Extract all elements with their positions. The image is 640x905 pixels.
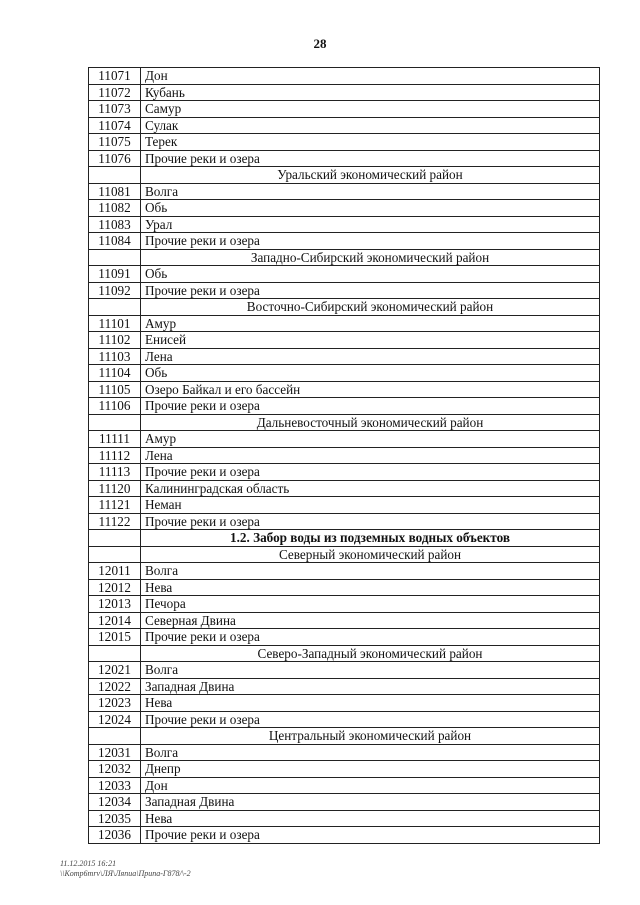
name-cell: Неман	[141, 497, 600, 514]
code-cell: 11075	[89, 134, 141, 151]
name-cell: Обь	[141, 200, 600, 217]
footer-timestamp: 11.12.2015 16:21	[60, 859, 117, 868]
table-row	[89, 233, 600, 250]
footer-file-path: \\Komp6mrv\ЛЯ\Ляпиа\Припа-Г878/\-2	[60, 869, 191, 878]
table-row	[89, 464, 600, 481]
region-header: Северный экономический район	[141, 546, 600, 563]
table-row	[89, 216, 600, 233]
empty-code-cell	[89, 546, 141, 563]
table-row	[89, 777, 600, 794]
table-row	[89, 447, 600, 464]
code-cell: 12036	[89, 827, 141, 844]
code-cell: 12011	[89, 563, 141, 580]
name-cell: Терек	[141, 134, 600, 151]
code-cell: 11074	[89, 117, 141, 134]
name-cell: Обь	[141, 365, 600, 382]
table-row	[89, 150, 600, 167]
table-title-row	[89, 530, 600, 547]
region-header: Восточно-Сибирский экономический район	[141, 299, 600, 316]
code-cell: 12024	[89, 711, 141, 728]
code-cell: 11106	[89, 398, 141, 415]
code-cell: 11102	[89, 332, 141, 349]
table-row	[89, 810, 600, 827]
name-cell: Енисей	[141, 332, 600, 349]
name-cell: Прочие реки и озера	[141, 398, 600, 415]
water-body-code-table	[88, 67, 600, 844]
table-row	[89, 513, 600, 530]
table-row	[89, 365, 600, 382]
name-cell: Самур	[141, 101, 600, 118]
region-header-row	[89, 299, 600, 316]
table-row	[89, 827, 600, 844]
name-cell: Волга	[141, 183, 600, 200]
table-row	[89, 497, 600, 514]
name-cell: Урал	[141, 216, 600, 233]
region-header-row	[89, 728, 600, 745]
code-cell: 11071	[89, 68, 141, 85]
name-cell: Озеро Байкал и его бассейн	[141, 381, 600, 398]
code-cell: 11082	[89, 200, 141, 217]
code-cell: 12022	[89, 678, 141, 695]
name-cell: Сулак	[141, 117, 600, 134]
name-cell: Нева	[141, 695, 600, 712]
table-row	[89, 282, 600, 299]
code-cell: 11103	[89, 348, 141, 365]
region-header: Уральский экономический район	[141, 167, 600, 184]
table-row	[89, 678, 600, 695]
code-cell: 11081	[89, 183, 141, 200]
table-row	[89, 596, 600, 613]
empty-code-cell	[89, 299, 141, 316]
table-row	[89, 183, 600, 200]
code-cell: 11073	[89, 101, 141, 118]
table-body	[89, 68, 600, 844]
name-cell: Волга	[141, 662, 600, 679]
name-cell: Прочие реки и озера	[141, 150, 600, 167]
table-row	[89, 695, 600, 712]
name-cell: Амур	[141, 431, 600, 448]
table-row	[89, 101, 600, 118]
code-cell: 12033	[89, 777, 141, 794]
code-cell: 11105	[89, 381, 141, 398]
code-cell: 12023	[89, 695, 141, 712]
name-cell: Прочие реки и озера	[141, 513, 600, 530]
region-header-row	[89, 645, 600, 662]
table-row	[89, 761, 600, 778]
code-cell: 11121	[89, 497, 141, 514]
name-cell: Днепр	[141, 761, 600, 778]
table-row	[89, 662, 600, 679]
document-footer	[60, 859, 191, 879]
region-header-row	[89, 546, 600, 563]
table-row	[89, 381, 600, 398]
code-cell: 11104	[89, 365, 141, 382]
table-row	[89, 84, 600, 101]
code-cell: 11113	[89, 464, 141, 481]
table-row	[89, 744, 600, 761]
name-cell: Обь	[141, 266, 600, 283]
code-cell: 11091	[89, 266, 141, 283]
table-row	[89, 563, 600, 580]
code-cell: 12031	[89, 744, 141, 761]
region-header: Центральный экономический район	[141, 728, 600, 745]
code-cell: 11101	[89, 315, 141, 332]
empty-code-cell	[89, 530, 141, 547]
table-row	[89, 315, 600, 332]
table-row	[89, 348, 600, 365]
name-cell: Лена	[141, 447, 600, 464]
table-row	[89, 117, 600, 134]
name-cell: Прочие реки и озера	[141, 282, 600, 299]
table-row	[89, 134, 600, 151]
table-row	[89, 629, 600, 646]
name-cell: Волга	[141, 563, 600, 580]
code-cell: 12015	[89, 629, 141, 646]
name-cell: Прочие реки и озера	[141, 827, 600, 844]
code-cell: 11072	[89, 84, 141, 101]
name-cell: Волга	[141, 744, 600, 761]
code-cell: 11092	[89, 282, 141, 299]
table-row	[89, 266, 600, 283]
code-cell: 12032	[89, 761, 141, 778]
name-cell: Калининградская область	[141, 480, 600, 497]
table-row	[89, 711, 600, 728]
page-number: 28	[313, 36, 327, 51]
name-cell: Северная Двина	[141, 612, 600, 629]
table-row	[89, 480, 600, 497]
name-cell: Печора	[141, 596, 600, 613]
name-cell: Нева	[141, 810, 600, 827]
name-cell: Западная Двина	[141, 678, 600, 695]
name-cell: Прочие реки и озера	[141, 711, 600, 728]
section-title: 1.2. Забор воды из подземных водных объектов	[141, 530, 600, 547]
name-cell: Лена	[141, 348, 600, 365]
table-row	[89, 200, 600, 217]
code-cell: 11122	[89, 513, 141, 530]
code-cell: 12034	[89, 794, 141, 811]
code-cell: 11084	[89, 233, 141, 250]
code-cell: 12012	[89, 579, 141, 596]
region-header-row	[89, 414, 600, 431]
name-cell: Прочие реки и озера	[141, 233, 600, 250]
region-header-row	[89, 167, 600, 184]
name-cell: Прочие реки и озера	[141, 629, 600, 646]
table-row	[89, 794, 600, 811]
name-cell: Нева	[141, 579, 600, 596]
name-cell: Амур	[141, 315, 600, 332]
empty-code-cell	[89, 414, 141, 431]
table-row	[89, 612, 600, 629]
region-header: Северо-Западный экономический район	[141, 645, 600, 662]
empty-code-cell	[89, 645, 141, 662]
code-cell: 11083	[89, 216, 141, 233]
table-row	[89, 398, 600, 415]
name-cell: Дон	[141, 777, 600, 794]
name-cell: Кубань	[141, 84, 600, 101]
table-row	[89, 68, 600, 85]
region-header: Дальневосточный экономический район	[141, 414, 600, 431]
code-cell: 11120	[89, 480, 141, 497]
code-cell: 12014	[89, 612, 141, 629]
code-cell: 12013	[89, 596, 141, 613]
table-row	[89, 579, 600, 596]
empty-code-cell	[89, 167, 141, 184]
name-cell: Западная Двина	[141, 794, 600, 811]
region-header: Западно-Сибирский экономический район	[141, 249, 600, 266]
code-cell: 12035	[89, 810, 141, 827]
code-cell: 11111	[89, 431, 141, 448]
code-cell: 11112	[89, 447, 141, 464]
table-row	[89, 332, 600, 349]
empty-code-cell	[89, 728, 141, 745]
name-cell: Дон	[141, 68, 600, 85]
empty-code-cell	[89, 249, 141, 266]
name-cell: Прочие реки и озера	[141, 464, 600, 481]
code-cell: 11076	[89, 150, 141, 167]
code-cell: 12021	[89, 662, 141, 679]
region-header-row	[89, 249, 600, 266]
table-row	[89, 431, 600, 448]
